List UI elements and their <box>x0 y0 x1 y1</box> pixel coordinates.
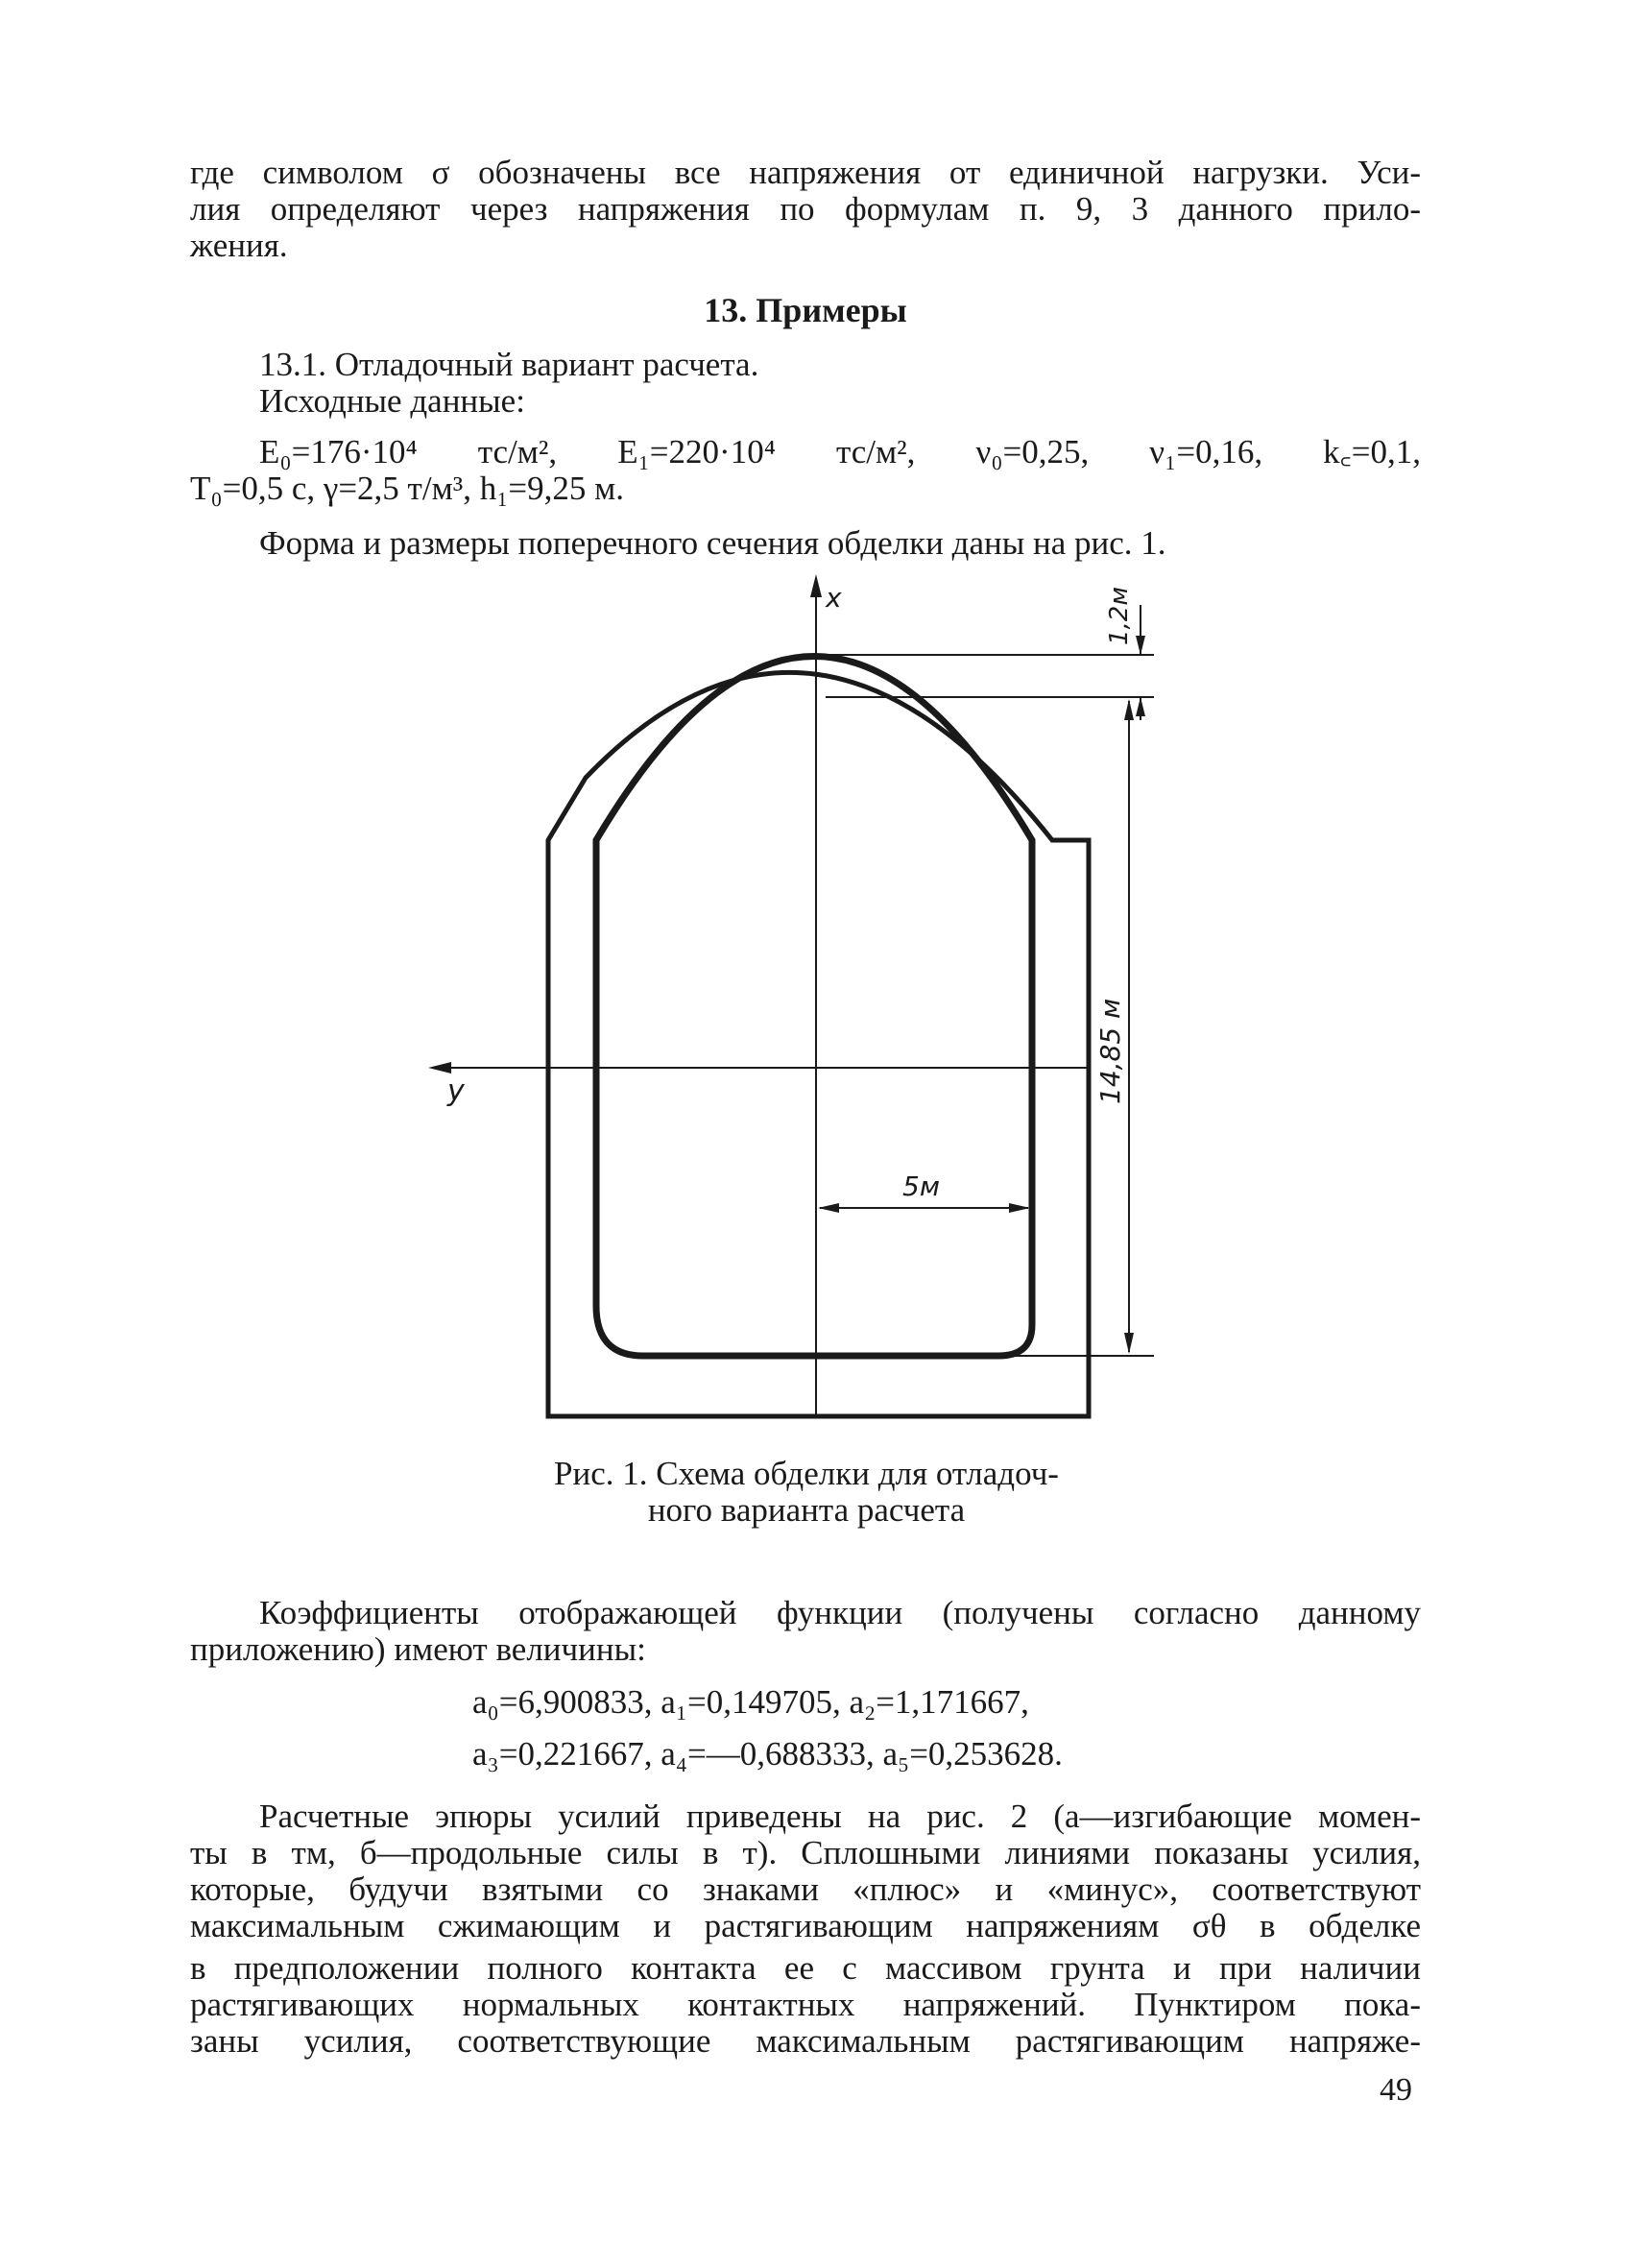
x-axis-label: x <box>826 582 842 614</box>
coefficient-formula: a₀=6,900833, a₁=0,149705, a₂=1,171667, <box>472 1683 1029 1721</box>
text-line: лия определяют через напряжения по формулам п. 9, 3 данного прило- <box>190 190 1421 228</box>
text-line: заны усилия, соответствующие максимальным растягивающим напряже- <box>190 2022 1421 2060</box>
text-line: ты в тм, б—продольные силы в т). Сплошными линиями показаны усилия, <box>190 1834 1421 1871</box>
figure-caption-line: Рис. 1. Схема обделки для отладоч- <box>554 1455 1059 1492</box>
y-axis-label: y <box>447 1074 465 1108</box>
section-heading: 13. Примеры <box>704 291 907 329</box>
text-line: приложению) имеют величины: <box>190 1630 646 1668</box>
top-thickness-dimension-label: 1,2м <box>1105 587 1134 645</box>
height-dimension-label: 14,85 м <box>1094 998 1126 1104</box>
half-width-dimension-label: 5м <box>902 1170 940 1202</box>
text-line: растягивающих нормальных контактных напряжений. Пунктиром пока- <box>190 1986 1421 2023</box>
x-axis-arrow <box>810 574 822 597</box>
text-line: Коэффициенты отображающей функции (получены согласно данному <box>259 1594 1421 1631</box>
y-axis-arrow <box>428 1062 451 1074</box>
lining-cross-section-figure <box>422 567 1190 1431</box>
page-number: 49 <box>1380 2072 1412 2108</box>
subsection-title: 13.1. Отладочный вариант расчета. <box>259 346 759 383</box>
text-line: Расчетные эпюры усилий приведены на рис. 2 (а—изгибающие момен- <box>259 1798 1421 1835</box>
text-line: жения. <box>190 227 288 264</box>
form-sentence: Форма и размеры поперечного сечения обделки даны на рис. 1. <box>259 524 1166 562</box>
figure-caption-line: ного варианта расчета <box>647 1491 966 1529</box>
inner-lining-contour <box>596 657 1032 1357</box>
coefficient-formula: a₃=0,221667, a₄=—0,688333, a₅=0,253628. <box>472 1735 1063 1773</box>
text-line: максимальным сжимающим и растягивающим напряжениям σθ в обделке <box>190 1907 1421 1944</box>
text-line: которые, будучи взятыми со знаками «плюс» и «минус», соответствуют <box>190 1870 1421 1908</box>
params-line: T₀=0,5 с, γ=2,5 т/м³, h₁=9,25 м. <box>190 470 625 507</box>
text-line: где символом σ обозначены все напряжения от единичной нагрузки. Уси- <box>190 154 1421 191</box>
text-line: в предположении полного контакта ее с массивом грунта и при наличии <box>190 1949 1421 1987</box>
params-line: E₀=176·10⁴ тс/м², E₁=220·10⁴ тс/м², ν₀=0,25, ν₁=0,16, k꜀=0,1, <box>259 433 1421 470</box>
initial-data-label: Исходные данные: <box>259 382 525 420</box>
